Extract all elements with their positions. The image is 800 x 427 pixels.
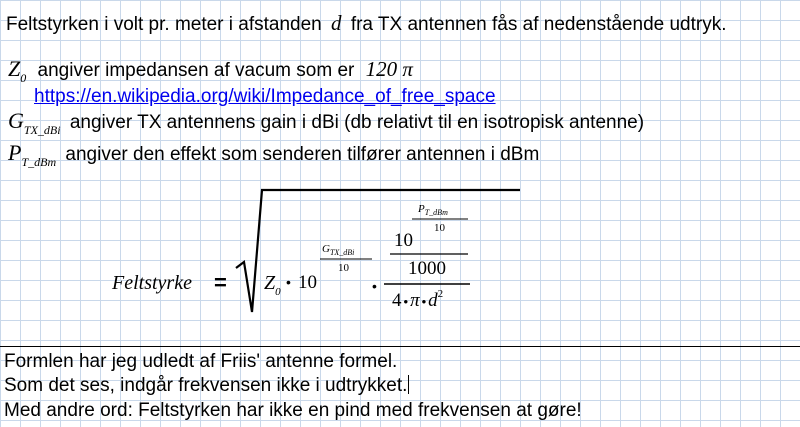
text-caret <box>408 375 409 394</box>
intro-text-before: Feltstyrken i volt pr. meter i afstanden <box>6 14 322 35</box>
power-subscript: T_dBm <box>21 155 57 169</box>
power-symbol: P <box>8 140 22 165</box>
denominator-four: 4 <box>392 290 402 311</box>
multiply-dot-4: • <box>421 294 427 309</box>
multiply-dot-1: • <box>286 274 291 290</box>
denominator-exponent: 2 <box>437 288 444 300</box>
denominator-d: d <box>428 290 438 311</box>
impedance-link[interactable]: https://en.wikipedia.org/wiki/Impedance_of_free_space <box>34 86 496 107</box>
formula-lhs: Feltstyrke <box>112 272 192 294</box>
z0-subscript: 0 <box>20 71 27 85</box>
formula-equals: = <box>214 270 227 295</box>
formula-ten-base: 10 <box>298 272 317 293</box>
intro-text-after: fra TX antennen fås af nedenstående udtryk. <box>350 14 727 35</box>
multiply-dot-2: • <box>372 278 377 294</box>
formula-p-subscript: T_dBm <box>424 208 448 217</box>
notes-region[interactable] <box>0 346 800 427</box>
formula-g-subscript: TX_dBi <box>329 248 355 257</box>
formula-g-symbol: G <box>322 243 330 255</box>
gain-description: angiver TX antennens gain i dBi (db relativt til en isotropisk antenne) <box>69 112 645 133</box>
formula-z-symbol: Z <box>264 272 276 294</box>
thousand-denominator: 1000 <box>408 258 446 279</box>
z0-factor <box>264 272 281 298</box>
formula-z-subscript: 0 <box>275 286 281 298</box>
power-exponent-numerator <box>418 203 448 215</box>
gain-exponent-denominator: 10 <box>338 262 349 274</box>
multiply-dot-3: • <box>403 294 409 309</box>
power-ten-base: 10 <box>394 230 413 251</box>
z0-symbol: Z <box>8 56 21 81</box>
power-description: angiver den effekt som senderen tilfører antennen i dBm <box>65 144 540 165</box>
denominator-pi: π <box>410 290 420 311</box>
gain-subscript: TX_dBi <box>23 123 61 137</box>
notes-line-3: Med andre ord: Feltstyrken har ikke en pind med frekvensen at gøre! <box>4 400 582 421</box>
formula-p-symbol: P <box>418 203 425 215</box>
z0-description: angiver impedansen af vacum som er <box>37 60 355 81</box>
notes-line-2: Som det ses, indgår frekvensen ikke i udtrykket. <box>4 375 408 396</box>
z0-value: 120 π <box>365 57 413 81</box>
gain-exponent-numerator <box>322 243 354 255</box>
power-exponent-denominator: 10 <box>434 222 445 234</box>
gain-symbol: G <box>8 108 24 133</box>
notes-line-1: Formlen har jeg udledt af Friis' antenne formel. <box>4 351 398 372</box>
main-denominator <box>392 290 443 312</box>
distance-variable: d <box>331 11 342 35</box>
notes-line-2-row <box>4 375 409 397</box>
